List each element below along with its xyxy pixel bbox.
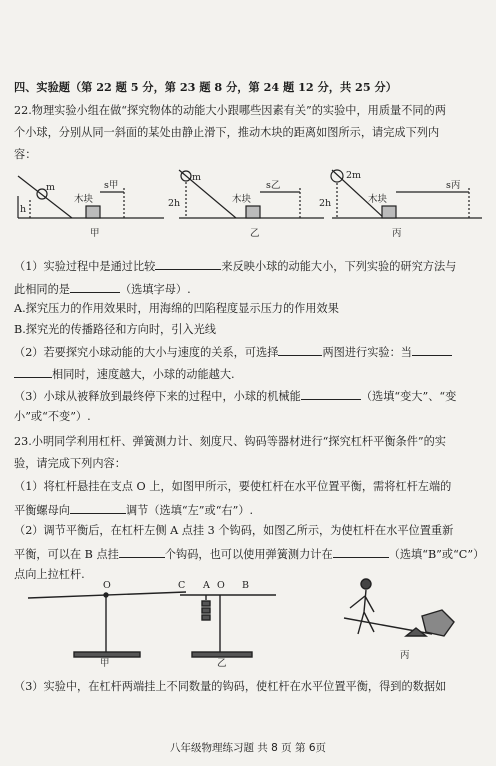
- q22-dist-yi: s乙: [266, 180, 281, 191]
- q23-p1-text-c: 调节（选填“左”或“右”）.: [125, 504, 254, 517]
- q23-p2-text-c: 个钩码，也可以使用弹簧测力计在: [164, 548, 333, 561]
- q23-p2-blank2[interactable]: [333, 546, 389, 558]
- q22-p3-blank[interactable]: [301, 388, 361, 400]
- q22-p1-text-b: 来反映小球的动能大小，下列实验的研究方法与: [221, 260, 457, 273]
- section-title: 四、实验题（第 22 题 5 分，第 23 题 8 分，第 24 题 12 分，共 25 分）: [14, 80, 397, 94]
- q22-height-jia: h: [20, 204, 27, 215]
- q22-stem-line3: 容：: [14, 148, 37, 161]
- q22-p1-text-c: 此相同的是: [14, 283, 70, 296]
- q22-mass-jia: m: [46, 182, 56, 193]
- q22-block-bing: 木块: [368, 194, 388, 205]
- q23-p2-blank1[interactable]: [119, 546, 165, 558]
- q23-fig-label-bing: 丙: [400, 650, 410, 661]
- q22-option-a: A.探究压力的作用效果时，用海绵的凹陷程度显示压力的作用效果: [14, 302, 339, 315]
- q22-part3-line1: [14, 388, 456, 404]
- q22-height-bing: 2h: [319, 198, 332, 209]
- q22-p3-text-a: （3）小球从被释放到最终停下来的过程中，小球的机械能: [14, 390, 301, 403]
- q22-dist-bing: s丙: [446, 180, 461, 191]
- q23-p2-text-b: 平衡，可以在 B 点挂: [14, 548, 119, 561]
- q22-part1-line2: [14, 281, 191, 297]
- q22-p1-text-d: （选填字母）.: [119, 283, 191, 296]
- q22-p2-blank2[interactable]: [412, 344, 452, 356]
- q22-p2-text-a: （2）若要探究小球动能的大小与速度的关系，可选择: [14, 346, 279, 359]
- q22-mass-bing: 2m: [346, 170, 362, 181]
- q22-figure: [14, 166, 484, 244]
- q23-fig-point-o: O: [217, 580, 225, 591]
- q22-dist-jia: s甲: [104, 180, 119, 191]
- q22-stem-line1: 22.物理实验小组在做“探究物体的动能大小跟哪些因素有关”的实验中，用质量不同的两: [14, 104, 446, 117]
- q23-fig-pivot-jia: O: [103, 580, 111, 591]
- q22-p2-text-c: 相同时，速度越大，小球的动能越大.: [52, 368, 235, 381]
- q22-stem-line2: 个小球，分别从同一斜面的某处由静止滑下，推动木块的距离如图所示，请完成下列内: [14, 126, 440, 139]
- q23-p2-text-d: （选填“B”或“C”）: [388, 548, 485, 561]
- q22-part3-line2: 小”或“不变”）.: [14, 410, 91, 423]
- q22-label-yi: 乙: [250, 228, 260, 239]
- q22-mass-yi: m: [192, 172, 202, 183]
- q22-label-jia: 甲: [90, 228, 100, 239]
- q22-label-bing: 丙: [392, 228, 402, 239]
- q23-fig-label-yi: 乙: [217, 658, 227, 669]
- q22-option-b: B.探究光的传播路径和方向时，引入光线: [14, 323, 216, 336]
- q23-fig-point-b: B: [242, 580, 249, 591]
- q23-fig-point-c: C: [178, 580, 186, 591]
- q23-p1-text-b: 平衡螺母向: [14, 504, 70, 517]
- q23-part1-line2: [14, 502, 253, 518]
- q23-part3-line1: （3）实验中，在杠杆两端挂上不同数量的钩码，使杠杆在水平位置平衡，得到的数据如: [14, 680, 447, 693]
- q22-block-yi: 木块: [232, 194, 252, 205]
- q22-p2-text-b: 两图进行实验：当: [322, 346, 412, 359]
- q23-part2-line2: [14, 546, 484, 562]
- q22-part2-line2: [14, 366, 235, 382]
- q22-p3-text-b: （选填“变大”、“变: [360, 390, 457, 403]
- q23-fig-point-a: A: [203, 580, 210, 591]
- q23-stem-line2: 验，请完成下列内容：: [14, 457, 126, 470]
- q22-p1-blank2[interactable]: [70, 281, 120, 293]
- q23-fig-label-jia: 甲: [100, 658, 110, 669]
- q22-block-jia: 木块: [74, 194, 94, 205]
- q22-p1-text-a: （1）实验过程中是通过比较: [14, 260, 156, 273]
- page-footer: 八年级物理练习题 共 8 页 第 6页: [169, 742, 327, 754]
- q23-stem-line1: 23.小明同学利用杠杆、弹簧测力计、刻度尺、钩码等器材进行“探究杠杆平衡条件”的实: [14, 435, 446, 448]
- q23-p1-blank[interactable]: [70, 502, 126, 514]
- q22-p2-blank3[interactable]: [14, 366, 52, 378]
- q23-part2-line1: （2）调节平衡后，在杠杆左侧 A 点挂 3 个钩码，如图乙所示，为使杠杆在水平位置重新: [14, 524, 454, 537]
- q22-part2-line1: [14, 344, 452, 360]
- q22-height-yi: 2h: [168, 198, 181, 209]
- q23-part1-line1: （1）将杠杆悬挂在支点 O 上，如图甲所示，要使杠杆在水平位置平衡，需将杠杆左端的: [14, 480, 452, 493]
- q22-p2-blank1[interactable]: [278, 344, 322, 356]
- q23-part2-line3: 点向上拉杠杆.: [14, 568, 85, 581]
- q23-figure: [14, 578, 482, 670]
- q22-p1-blank1[interactable]: [155, 258, 221, 270]
- q22-part1-line1: [14, 258, 456, 274]
